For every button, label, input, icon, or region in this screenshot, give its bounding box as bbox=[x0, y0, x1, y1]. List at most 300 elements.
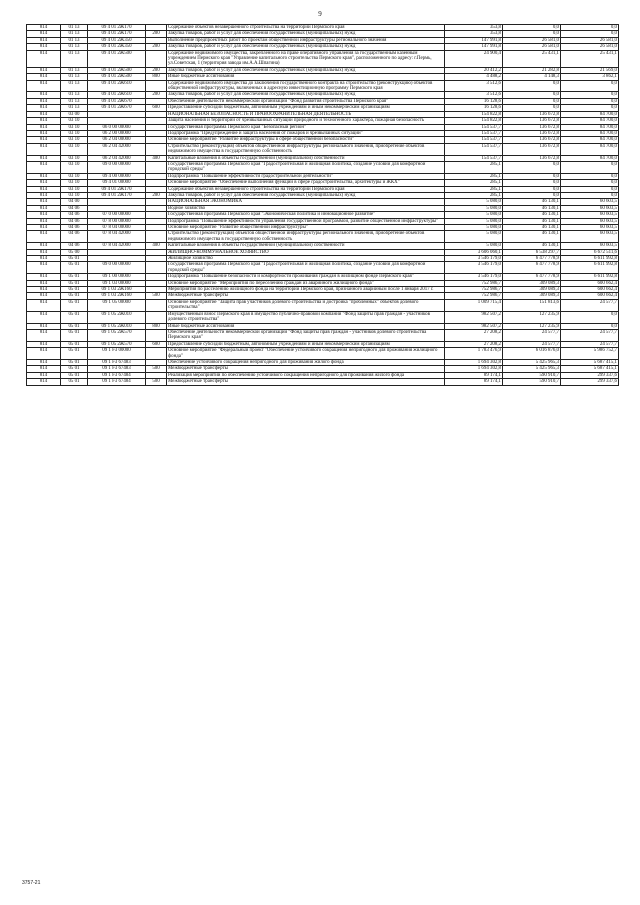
amount-year-1: 752 986,7 bbox=[445, 293, 503, 299]
department-code: 814 bbox=[27, 143, 61, 155]
section-code: 05 01 bbox=[61, 299, 88, 311]
department-code: 814 bbox=[27, 80, 61, 92]
amount-year-3: 60 603,5 bbox=[561, 225, 619, 231]
department-code: 814 bbox=[27, 372, 61, 378]
expense-type-code: 800 bbox=[146, 323, 167, 329]
department-code: 814 bbox=[27, 180, 61, 186]
item-name: Водное хозяйство bbox=[167, 205, 445, 211]
section-code: 03 10 bbox=[61, 137, 88, 143]
section-code: 03 10 bbox=[61, 118, 88, 124]
target-article-code: 09 1 F3 00000 bbox=[88, 348, 146, 360]
department-code: 814 bbox=[27, 74, 61, 80]
table-row bbox=[27, 262, 619, 274]
section-code: 03 10 bbox=[61, 180, 88, 186]
amount-year-3: 6 611 992,8 bbox=[561, 256, 619, 262]
item-name: Закупка товаров, работ и услуг для обеспечения государственных (муниципальных) нужд bbox=[167, 31, 445, 37]
item-name: Межбюджетные трансферты bbox=[167, 293, 445, 299]
amount-year-3: 60 603,5 bbox=[561, 205, 619, 211]
amount-year-1: 3 546 179,0 bbox=[445, 256, 503, 262]
department-code: 814 bbox=[27, 274, 61, 280]
amount-year-3: 21 569,0 bbox=[561, 67, 619, 73]
department-code: 814 bbox=[27, 348, 61, 360]
table-row bbox=[27, 143, 619, 155]
item-name: Иные бюджетные ассигнования bbox=[167, 74, 445, 80]
department-code: 814 bbox=[27, 256, 61, 262]
amount-year-2: 0,0 bbox=[503, 80, 561, 92]
target-article-code: 09 1 F3 67484 bbox=[88, 379, 146, 385]
amount-year-1: 5 080,0 bbox=[445, 212, 503, 218]
item-name: Имущественный взнос Пермского края в имущество публично-правовой компании "Фонд защиты прав граждан - участников долевого строительства" bbox=[167, 311, 445, 323]
amount-year-1: 3 546 179,0 bbox=[445, 262, 503, 274]
amount-year-2: 5 425 965,3 bbox=[503, 366, 561, 372]
department-code: 814 bbox=[27, 186, 61, 192]
amount-year-3: 84 700,0 bbox=[561, 124, 619, 130]
target-article-code: 09 4 00 00000 bbox=[88, 173, 146, 179]
section-code: 01 13 bbox=[61, 92, 88, 98]
amount-year-1: 5 080,0 bbox=[445, 205, 503, 211]
amount-year-2: 46 130,1 bbox=[503, 212, 561, 218]
amount-year-3: 0,0 bbox=[561, 323, 619, 329]
item-name: Строительство (реконструкция) объектов общественной инфраструктуры регионального значения, приобретение объектов недвижимого имущества в государственную собственность bbox=[167, 231, 445, 243]
department-code: 814 bbox=[27, 379, 61, 385]
amount-year-1: 27 208,2 bbox=[445, 341, 503, 347]
department-code: 814 bbox=[27, 359, 61, 365]
target-article-code: 09 1 05 2Ж570 bbox=[88, 329, 146, 341]
amount-year-2: 46 130,1 bbox=[503, 243, 561, 249]
item-name: Выполнение предпроектных работ по проектам общественной инфраструктуры регионального значения bbox=[167, 37, 445, 43]
target-article-code: 09 4 01 2Ж500 bbox=[88, 74, 146, 80]
expense-type-code: 500 bbox=[146, 379, 167, 385]
section-code: 04 06 bbox=[61, 225, 88, 231]
amount-year-2: 0,0 bbox=[503, 192, 561, 198]
amount-year-2: 46 130,1 bbox=[503, 218, 561, 224]
amount-year-2: 151 813,6 bbox=[503, 299, 561, 311]
item-name: Мероприятия по расселению жилищного фонда на территории Пермского края, признанного аварийным после 1 января 2017 г. bbox=[167, 287, 445, 293]
section-code: 05 01 bbox=[61, 348, 88, 360]
item-name: Основное мероприятие "Федеральный проект "Обеспечение устойчивого сокращения непригодного для проживания жилищного фонда" bbox=[167, 348, 445, 360]
amount-year-3: 84 700,0 bbox=[561, 111, 619, 117]
amount-year-1: 4 488,2 bbox=[445, 74, 503, 80]
amount-year-2: 6 477 778,9 bbox=[503, 274, 561, 280]
department-code: 814 bbox=[27, 212, 61, 218]
amount-year-3: 84 700,0 bbox=[561, 143, 619, 155]
section-code: 03 10 bbox=[61, 173, 88, 179]
document-code: 3757-21 bbox=[22, 880, 41, 886]
department-code: 814 bbox=[27, 92, 61, 98]
expense-type-code: 200 bbox=[146, 67, 167, 73]
department-code: 814 bbox=[27, 161, 61, 173]
expense-type-code bbox=[146, 311, 167, 323]
expense-type-code bbox=[146, 50, 167, 67]
amount-year-2: 6 538 297,7 bbox=[503, 249, 561, 255]
section-code: 01 13 bbox=[61, 50, 88, 67]
amount-year-2: 136 672,8 bbox=[503, 118, 561, 124]
target-article-code: 09 4 01 2Ж170 bbox=[88, 31, 146, 37]
department-code: 814 bbox=[27, 262, 61, 274]
target-article-code: 09 1 F3 67484 bbox=[88, 372, 146, 378]
amount-year-2: 0,0 bbox=[503, 161, 561, 173]
table-row bbox=[27, 348, 619, 360]
amount-year-3: 5 687 415,1 bbox=[561, 359, 619, 365]
section-code: 03 10 bbox=[61, 161, 88, 173]
department-code: 814 bbox=[27, 205, 61, 211]
amount-year-2: 0,0 bbox=[503, 92, 561, 98]
target-article-code: 09 1 05 2Ж570 bbox=[88, 341, 146, 347]
amount-year-2: 136 672,8 bbox=[503, 155, 561, 161]
section-code: 04 06 bbox=[61, 218, 88, 224]
amount-year-3: 600 662,4 bbox=[561, 293, 619, 299]
amount-year-1: 154 822,8 bbox=[445, 111, 503, 117]
section-code: 01 13 bbox=[61, 105, 88, 111]
amount-year-2: 136 672,8 bbox=[503, 124, 561, 130]
item-name: Иные бюджетные ассигнования bbox=[167, 323, 445, 329]
expense-type-code bbox=[146, 231, 167, 243]
target-article-code: 09 4 01 2Ж670 bbox=[88, 105, 146, 111]
department-code: 814 bbox=[27, 31, 61, 37]
section-code: 03 00 bbox=[61, 111, 88, 117]
amount-year-1: 154 537,7 bbox=[445, 124, 503, 130]
item-name: Предоставление субсидий бюджетным, автономным учреждениям и иным некоммерческим организациям bbox=[167, 341, 445, 347]
department-code: 814 bbox=[27, 299, 61, 311]
item-name: Закупка товаров, работ и услуг для обеспечения государственных (муниципальных) нужд bbox=[167, 192, 445, 198]
amount-year-2: 46 130,1 bbox=[503, 199, 561, 205]
amount-year-3: 5 687 415,1 bbox=[561, 366, 619, 372]
amount-year-2: 46 130,1 bbox=[503, 231, 561, 243]
amount-year-3: 24 577,7 bbox=[561, 299, 619, 311]
amount-year-1: 154 537,7 bbox=[445, 155, 503, 161]
target-article-code: 09 4 01 00000 bbox=[88, 180, 146, 186]
amount-year-2: 127 235,9 bbox=[503, 311, 561, 323]
item-name: Государственная программа Пермского края "Градостроительная и жилищная политика, создание условий для комфортной городской среды" bbox=[167, 161, 445, 173]
amount-year-1: 5 080,0 bbox=[445, 225, 503, 231]
table-row bbox=[27, 379, 619, 385]
amount-year-1: 154 822,8 bbox=[445, 118, 503, 124]
target-article-code: 09 1 03 00000 bbox=[88, 280, 146, 286]
amount-year-3: 24 577,7 bbox=[561, 341, 619, 347]
department-code: 814 bbox=[27, 44, 61, 50]
amount-year-1: 24 900,4 bbox=[445, 50, 503, 67]
item-name: Основное мероприятие "Развитие общественной инфраструктуры" bbox=[167, 225, 445, 231]
section-code: 04 06 bbox=[61, 212, 88, 218]
item-name: Закупка товаров, работ и услуг для обеспечения государственных (муниципальных) нужд bbox=[167, 44, 445, 50]
department-code: 814 bbox=[27, 231, 61, 243]
section-code: 04 06 bbox=[61, 205, 88, 211]
item-name: Основное мероприятие "Защита прав участников долевого строительства и достройка "проблемных" объектов долевого строительства" bbox=[167, 299, 445, 311]
table-row bbox=[27, 80, 619, 92]
amount-year-3: 0,0 bbox=[561, 98, 619, 104]
department-code: 814 bbox=[27, 105, 61, 111]
department-code: 814 bbox=[27, 243, 61, 249]
amount-year-2: 136 672,8 bbox=[503, 137, 561, 143]
target-article-code: 07 8 04 42000 bbox=[88, 243, 146, 249]
amount-year-3: 0,0 bbox=[561, 173, 619, 179]
expense-type-code bbox=[146, 348, 167, 360]
amount-year-2: 46 130,1 bbox=[503, 205, 561, 211]
department-code: 814 bbox=[27, 173, 61, 179]
amount-year-2: 6 016 876,0 bbox=[503, 348, 561, 360]
amount-year-1: 3 606 060,1 bbox=[445, 249, 503, 255]
amount-year-1: 5 080,0 bbox=[445, 199, 503, 205]
department-code: 814 bbox=[27, 293, 61, 299]
item-name: Основное мероприятие "Мероприятия по переселению граждан из аварийного жилищного фонда" bbox=[167, 280, 445, 286]
department-code: 814 bbox=[27, 137, 61, 143]
target-article-code: 06 2 04 42000 bbox=[88, 143, 146, 155]
amount-year-1: 285,1 bbox=[445, 192, 503, 198]
amount-year-2: 127 235,9 bbox=[503, 323, 561, 329]
item-name: Реализация мероприятий по обеспечению устойчивого сокращения непригодного для проживания жилого фонда bbox=[167, 372, 445, 378]
section-code: 01 13 bbox=[61, 25, 88, 31]
expense-type-code bbox=[146, 299, 167, 311]
section-code: 04 06 bbox=[61, 231, 88, 243]
amount-year-2: 590 910,7 bbox=[503, 372, 561, 378]
item-name: Содержание недвижимого имущества до заключения государственного контракта на строительство (реконструкцию) объектов общественной инфраструктуры, включенных в адресную инвестиционную программу Пермского края bbox=[167, 80, 445, 92]
item-name: Содержание объектов незавершенного строительства на территории Пермского края bbox=[167, 186, 445, 192]
amount-year-3: 299 337,6 bbox=[561, 372, 619, 378]
section-code: 05 01 bbox=[61, 262, 88, 274]
amount-year-1: 752 986,7 bbox=[445, 280, 503, 286]
item-name: Государственная программа Пермского края "Градостроительная и жилищная политика, создание условий для комфортной городской среды" bbox=[167, 262, 445, 274]
expense-type-code bbox=[146, 80, 167, 92]
section-code: 01 13 bbox=[61, 31, 88, 37]
amount-year-3: 60 603,5 bbox=[561, 231, 619, 243]
item-name: Строительство (реконструкция) объектов общественной инфраструктуры регионального значения, приобретение объектов недвижимого имущества в государственную собственность bbox=[167, 143, 445, 155]
department-code: 814 bbox=[27, 280, 61, 286]
section-code: 05 01 bbox=[61, 366, 88, 372]
item-name: Подпрограмма "Повышение безопасности и комфортности проживания граждан в жилищном фонде Пермского края" bbox=[167, 274, 445, 280]
expense-type-code bbox=[146, 161, 167, 173]
department-code: 814 bbox=[27, 218, 61, 224]
department-code: 814 bbox=[27, 341, 61, 347]
target-article-code: 09 4 01 2Ж500 bbox=[88, 50, 146, 67]
amount-year-1: 1 694 302,8 bbox=[445, 366, 503, 372]
amount-year-2: 309 089,3 bbox=[503, 287, 561, 293]
section-code: 05 01 bbox=[61, 359, 88, 365]
item-name: Подпрограмма "Повышение эффективности градостроительной деятельности" bbox=[167, 173, 445, 179]
amount-year-3: 0,0 bbox=[561, 192, 619, 198]
section-code: 05 00 bbox=[61, 249, 88, 255]
amount-year-1: 147 991,8 bbox=[445, 37, 503, 43]
expense-type-code: 600 bbox=[146, 105, 167, 111]
department-code: 814 bbox=[27, 311, 61, 323]
amount-year-3: 600 662,4 bbox=[561, 280, 619, 286]
table-row bbox=[27, 299, 619, 311]
amount-year-1: 1 783 476,9 bbox=[445, 348, 503, 360]
amount-year-2: 136 672,8 bbox=[503, 130, 561, 136]
amount-year-3: 84 700,0 bbox=[561, 155, 619, 161]
target-article-code: 09 0 00 00000 bbox=[88, 161, 146, 173]
item-name: Подпрограмма "Предупреждение и защита населения от пожаров и чрезвычайных ситуаций" bbox=[167, 130, 445, 136]
section-code: 01 13 bbox=[61, 37, 88, 43]
target-article-code: 09 1 05 00000 bbox=[88, 299, 146, 311]
section-code: 05 01 bbox=[61, 274, 88, 280]
section-code: 05 01 bbox=[61, 379, 88, 385]
amount-year-2: 0,0 bbox=[503, 180, 561, 186]
expense-type-code: 400 bbox=[146, 155, 167, 161]
department-code: 814 bbox=[27, 25, 61, 31]
target-article-code: 07 8 04 42000 bbox=[88, 231, 146, 243]
amount-year-2: 136 672,8 bbox=[503, 111, 561, 117]
target-article-code: 06 2 00 00000 bbox=[88, 130, 146, 136]
department-code: 814 bbox=[27, 329, 61, 341]
item-name: Основное мероприятие "Обеспечение выполнения функций в сфере градостроительства, архитектуры и ЖКХ" bbox=[167, 180, 445, 186]
target-article-code: 09 1 05 2Ж010 bbox=[88, 311, 146, 323]
amount-year-1: 982 507,2 bbox=[445, 323, 503, 329]
section-code: 03 10 bbox=[61, 155, 88, 161]
target-article-code: 06 0 00 00000 bbox=[88, 124, 146, 130]
target-article-code: 07 8 04 00000 bbox=[88, 225, 146, 231]
target-article-code: 09 4 01 2Ж610 bbox=[88, 80, 146, 92]
department-code: 814 bbox=[27, 155, 61, 161]
department-code: 814 bbox=[27, 50, 61, 67]
target-article-code: 09 4 01 2Ж350 bbox=[88, 37, 146, 43]
amount-year-2: 25 431,1 bbox=[503, 50, 561, 67]
amount-year-2: 0,0 bbox=[503, 173, 561, 179]
department-code: 814 bbox=[27, 366, 61, 372]
section-code: 05 01 bbox=[61, 293, 88, 299]
section-code: 03 10 bbox=[61, 186, 88, 192]
amount-year-3: 26 581,0 bbox=[561, 37, 619, 43]
amount-year-1: 16 128,6 bbox=[445, 98, 503, 104]
amount-year-1: 3 512,6 bbox=[445, 92, 503, 98]
table-row bbox=[27, 311, 619, 323]
amount-year-1: 285,1 bbox=[445, 173, 503, 179]
amount-year-3: 60 603,5 bbox=[561, 212, 619, 218]
department-code: 814 bbox=[27, 323, 61, 329]
target-article-code: 06 2 04 00000 bbox=[88, 137, 146, 143]
amount-year-3: 60 603,5 bbox=[561, 243, 619, 249]
amount-year-3: 0,0 bbox=[561, 186, 619, 192]
department-code: 814 bbox=[27, 37, 61, 43]
item-name: Содержание недвижимого имущества, закрепленного на праве оперативного управления за государственным казенным учреждением Пермского края "Управление капитального строительства Пермского края", расположенного по адресу: г.Пермь, ул.Советская, 1 (территория завода им.А.А.Шпагина) bbox=[167, 50, 445, 67]
section-code: 05 01 bbox=[61, 287, 88, 293]
item-name: Обеспечение деятельности некоммерческой организации "Фонд развития строительства Пермского края" bbox=[167, 98, 445, 104]
amount-year-2: 24 577,7 bbox=[503, 341, 561, 347]
amount-year-2: 136 672,8 bbox=[503, 143, 561, 155]
amount-year-2: 309 089,3 bbox=[503, 293, 561, 299]
amount-year-3: 60 603,5 bbox=[561, 218, 619, 224]
item-name: Межбюджетные трансферты bbox=[167, 379, 445, 385]
department-code: 814 bbox=[27, 111, 61, 117]
target-article-code: 07 8 00 00000 bbox=[88, 218, 146, 224]
amount-year-3: 0,0 bbox=[561, 80, 619, 92]
item-name: Содержание объектов незавершенного строительства на территории Пермского края bbox=[167, 25, 445, 31]
amount-year-1: 285,1 bbox=[445, 180, 503, 186]
expense-type-code: 200 bbox=[146, 44, 167, 50]
amount-year-2: 309 089,3 bbox=[503, 280, 561, 286]
amount-year-2: 26 581,0 bbox=[503, 44, 561, 50]
amount-year-3: 0,0 bbox=[561, 31, 619, 37]
target-article-code: 09 1 03 2Ж160 bbox=[88, 287, 146, 293]
table-row bbox=[27, 329, 619, 341]
amount-year-2: 5 425 965,3 bbox=[503, 359, 561, 365]
section-code: 05 01 bbox=[61, 329, 88, 341]
expense-type-code bbox=[146, 262, 167, 274]
item-name: Закупка товаров, работ и услуг для обеспечения государственных (муниципальных) нужд bbox=[167, 67, 445, 73]
expense-type-code: 500 bbox=[146, 366, 167, 372]
department-code: 814 bbox=[27, 287, 61, 293]
expense-type-code: 500 bbox=[146, 293, 167, 299]
amount-year-1: 5 080,0 bbox=[445, 243, 503, 249]
department-code: 814 bbox=[27, 249, 61, 255]
amount-year-3: 26 581,0 bbox=[561, 44, 619, 50]
amount-year-2: 26 581,0 bbox=[503, 37, 561, 43]
item-name: Капитальные вложения в объекты государственной (муниципальной) собственности bbox=[167, 155, 445, 161]
item-name: Государственная программа Пермского края "Экономическая политика и инновационное развитие" bbox=[167, 212, 445, 218]
amount-year-1: 285,1 bbox=[445, 161, 503, 173]
amount-year-3: 3 862,1 bbox=[561, 74, 619, 80]
target-article-code: 09 4 01 2Ж610 bbox=[88, 92, 146, 98]
section-code: 03 10 bbox=[61, 130, 88, 136]
section-code: 05 01 bbox=[61, 280, 88, 286]
amount-year-2: 590 910,7 bbox=[503, 379, 561, 385]
amount-year-2: 24 577,7 bbox=[503, 329, 561, 341]
section-code: 04 00 bbox=[61, 199, 88, 205]
amount-year-1: 89 174,1 bbox=[445, 372, 503, 378]
table-row bbox=[27, 50, 619, 67]
item-name: Закупка товаров, работ и услуг для обеспечения государственных (муниципальных) нужд bbox=[167, 92, 445, 98]
item-name: НАЦИОНАЛЬНАЯ ЭКОНОМИКА bbox=[167, 199, 445, 205]
amount-year-2: 0,0 bbox=[503, 98, 561, 104]
target-article-code: 09 4 01 2Ж670 bbox=[88, 98, 146, 104]
amount-year-3: 6 611 992,8 bbox=[561, 274, 619, 280]
target-article-code: 06 2 04 42000 bbox=[88, 155, 146, 161]
item-name: Обеспечение деятельности некоммерческой организации "Фонд защиты прав граждан - участников долевого строительства Пермского края" bbox=[167, 329, 445, 341]
page-number: 9 bbox=[318, 10, 322, 18]
amount-year-1: 982 507,2 bbox=[445, 311, 503, 323]
section-code: 01 13 bbox=[61, 98, 88, 104]
department-code: 814 bbox=[27, 225, 61, 231]
table-row bbox=[27, 161, 619, 173]
target-article-code: 09 4 01 2Ж170 bbox=[88, 186, 146, 192]
item-name: Защита населения и территории от чрезвычайных ситуаций природного и техногенного характера, пожарная безопасность bbox=[167, 118, 445, 124]
section-code: 01 13 bbox=[61, 80, 88, 92]
expense-type-code bbox=[146, 143, 167, 155]
amount-year-2: 6 477 778,9 bbox=[503, 256, 561, 262]
amount-year-3: 0,0 bbox=[561, 25, 619, 31]
amount-year-1: 353,8 bbox=[445, 31, 503, 37]
target-article-code: 09 1 F3 67483 bbox=[88, 366, 146, 372]
item-name: Жилищное хозяйство bbox=[167, 256, 445, 262]
target-article-code: 09 1 00 00000 bbox=[88, 274, 146, 280]
amount-year-3: 84 700,0 bbox=[561, 137, 619, 143]
section-code: 05 01 bbox=[61, 372, 88, 378]
amount-year-1: 147 991,8 bbox=[445, 44, 503, 50]
amount-year-3: 84 700,0 bbox=[561, 118, 619, 124]
amount-year-3: 25 431,1 bbox=[561, 50, 619, 67]
amount-year-2: 0,0 bbox=[503, 31, 561, 37]
department-code: 814 bbox=[27, 199, 61, 205]
section-code: 03 10 bbox=[61, 192, 88, 198]
amount-year-1: 27 208,2 bbox=[445, 329, 503, 341]
target-article-code: 09 0 00 00000 bbox=[88, 262, 146, 274]
item-name: Предоставление субсидий бюджетным, автономным учреждениям и иным некоммерческим организациям bbox=[167, 105, 445, 111]
department-code: 814 bbox=[27, 124, 61, 130]
section-code: 01 13 bbox=[61, 44, 88, 50]
expense-type-code: 200 bbox=[146, 92, 167, 98]
amount-year-2: 46 130,1 bbox=[503, 225, 561, 231]
section-code: 01 13 bbox=[61, 74, 88, 80]
table-row bbox=[27, 231, 619, 243]
amount-year-3: 0,0 bbox=[561, 105, 619, 111]
section-code: 01 13 bbox=[61, 67, 88, 73]
section-code: 05 01 bbox=[61, 341, 88, 347]
section-code: 04 06 bbox=[61, 243, 88, 249]
target-article-code: 09 4 01 2Ж170 bbox=[88, 192, 146, 198]
section-code: 05 01 bbox=[61, 311, 88, 323]
amount-year-1: 3 546 179,0 bbox=[445, 274, 503, 280]
target-article-code: 09 1 F3 67483 bbox=[88, 359, 146, 365]
item-name: Подпрограмма "Повышение эффективности управления государственной программой, развитие общественной инфраструктуры" bbox=[167, 218, 445, 224]
